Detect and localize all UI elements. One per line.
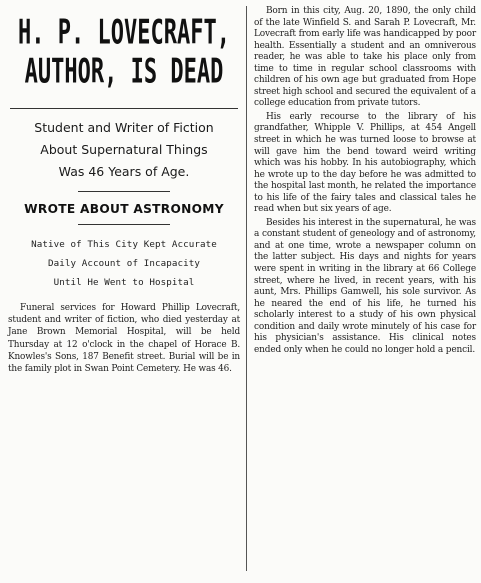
deck2-line-3: Until He Went to Hospital [53, 277, 195, 288]
deck-line-1: Student and Writer of Fiction [34, 120, 214, 135]
headline-line-1: H. P. LOVECRAFT, [18, 14, 230, 53]
article-paragraph-2: Born in this city, Aug. 20, 1890, the only child of the late Winfield S. and Sarah P. Lovecraft, Mr. Lovecraft from early life was handicapped by poor health. Essentially a student and an omniverous reader, he was able to take his place only from time to time in regular school classrooms with children of his own age but graduated from Hope street high school and secured the equivalent of a college education from private tutors. [254, 6, 476, 109]
headline-line-2: AUTHOR, IS DEAD [24, 53, 224, 92]
deck-line-2: About Supernatural Things [40, 142, 208, 157]
deck-rule-short [78, 191, 170, 192]
subheadline-rule [78, 224, 170, 225]
subheadline: WROTE ABOUT ASTRONOMY [24, 202, 224, 216]
deck-line-3: Was 46 Years of Age. [58, 164, 190, 179]
right-column [254, 6, 476, 358]
article-paragraph-3: His early recourse to the library of his grandfather, Whipple V. Phillips, at 454 Angell street in which he was turned loose to browse at will gave him the bend toward weird writing which was his hobby. In his autobiography, which he wrote up to the day before he was admitted to the hospital last month, he related the importance to his life of the fairy tales and classical tales he read when but six years of age. [254, 111, 476, 215]
article-paragraph-4: Besides his interest in the supernatural, he was a constant student of geneology and of astronomy, and at one time, wrote a newspaper column on the latter subject. His days and nights for years were spent in writing in the library at 66 College street, where he lived, in recent years, with his aunt, Mrs. Phillips Gamwell, his sole survivor. As he neared the end of his life, he turned his scholarly interest to a study of his own physical condition and daily wrote minutely of his case for his physician's assistance. His clinical notes ended only when he could no longer hold a pencil. [254, 217, 476, 355]
deck2-line-1: Native of This City Kept Accurate [31, 239, 217, 250]
left-column [8, 14, 240, 377]
article-paragraph-1: Funeral services for Howard Phillip Lovecraft, student and writer of fiction, who died yesterday at Jane Brown Memorial Hospital, will be held Thursday at 12 o'clock in the chapel of Horace B. Knowles's Sons, 187 Benefit street. Burial will be in the family plot in Swan Point Cemetery. He was 46. [8, 303, 240, 375]
deck2-line-2: Daily Account of Incapacity [47, 258, 201, 269]
column-divider [246, 6, 247, 571]
deck-rule [10, 108, 238, 109]
